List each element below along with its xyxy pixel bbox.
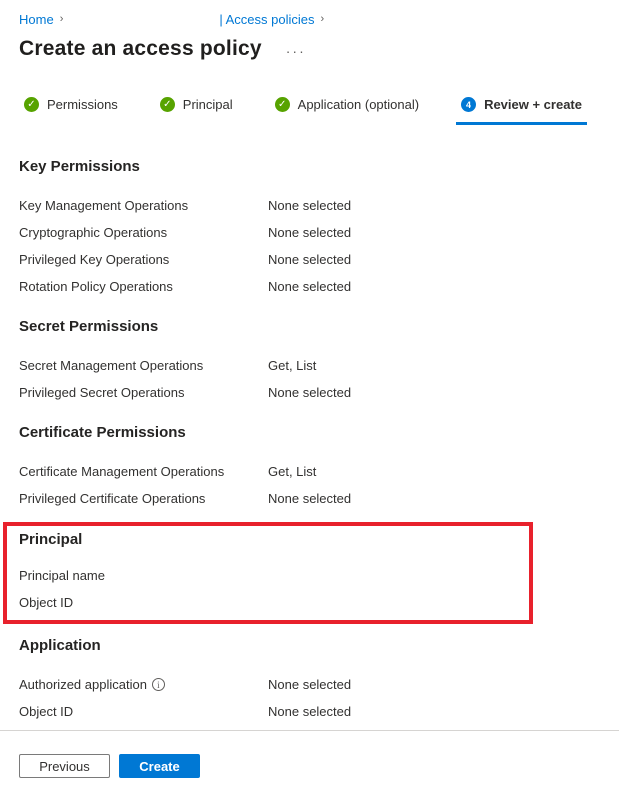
summary-row: Authorized application i None selected	[19, 677, 352, 692]
section-heading: Secret Permissions	[19, 318, 159, 335]
summary-row: Secret Management Operations Get, List	[19, 358, 317, 373]
info-icon[interactable]: i	[152, 678, 165, 691]
section-certificate-permissions	[19, 424, 619, 512]
breadcrumb	[19, 0, 619, 29]
section-heading: Principal	[19, 531, 83, 548]
summary-row: Principal name	[19, 568, 105, 583]
section-key-permissions	[19, 158, 619, 300]
breadcrumb-home-link[interactable]: Home	[19, 11, 54, 27]
tab-permissions[interactable]	[19, 97, 123, 122]
summary-row: Rotation Policy Operations None selected	[19, 279, 352, 294]
page-title: Create an access policy	[19, 37, 262, 60]
tab-principal[interactable]	[155, 97, 238, 122]
create-button[interactable]: Create	[119, 754, 200, 778]
summary-row: Privileged Secret Operations None selected	[19, 385, 352, 400]
summary-row: Privileged Certificate Operations None selected	[19, 491, 352, 506]
summary-row: Key Management Operations None selected	[19, 198, 352, 213]
check-circle-icon: ✓	[24, 97, 39, 112]
section-heading: Key Permissions	[19, 158, 140, 175]
check-circle-icon: ✓	[160, 97, 175, 112]
footer-actions	[19, 754, 200, 778]
chevron-right-icon: ›	[59, 13, 64, 25]
summary-row: Cryptographic Operations None selected	[19, 225, 352, 240]
section-application	[19, 637, 619, 725]
step-4-circle-icon: 4	[461, 97, 476, 112]
tab-application-optional[interactable]	[270, 97, 424, 122]
summary-row: Object ID None selected	[19, 704, 352, 719]
section-principal-highlight-box	[3, 522, 533, 624]
footer-divider	[0, 730, 619, 731]
previous-button[interactable]: Previous	[19, 754, 110, 778]
more-options-icon[interactable]: ···	[285, 43, 306, 59]
check-circle-icon: ✓	[275, 97, 290, 112]
chevron-right-icon: ›	[320, 13, 325, 25]
tab-review-create[interactable]	[456, 97, 587, 125]
title-row	[19, 37, 619, 61]
section-heading: Certificate Permissions	[19, 424, 186, 441]
tab-label: Review + create	[484, 97, 582, 112]
wizard-tabs	[19, 97, 619, 125]
summary-row: Privileged Key Operations None selected	[19, 252, 352, 267]
breadcrumb-access-policies-link[interactable]: | Access policies	[219, 11, 315, 27]
tab-label: Principal	[182, 97, 233, 112]
section-secret-permissions	[19, 318, 619, 406]
summary-row: Certificate Management Operations Get, List	[19, 464, 317, 479]
tab-label: Application (optional)	[297, 97, 420, 112]
section-heading: Application	[19, 637, 101, 654]
tab-label: Permissions	[47, 97, 118, 112]
summary-row: Object ID	[19, 595, 74, 610]
